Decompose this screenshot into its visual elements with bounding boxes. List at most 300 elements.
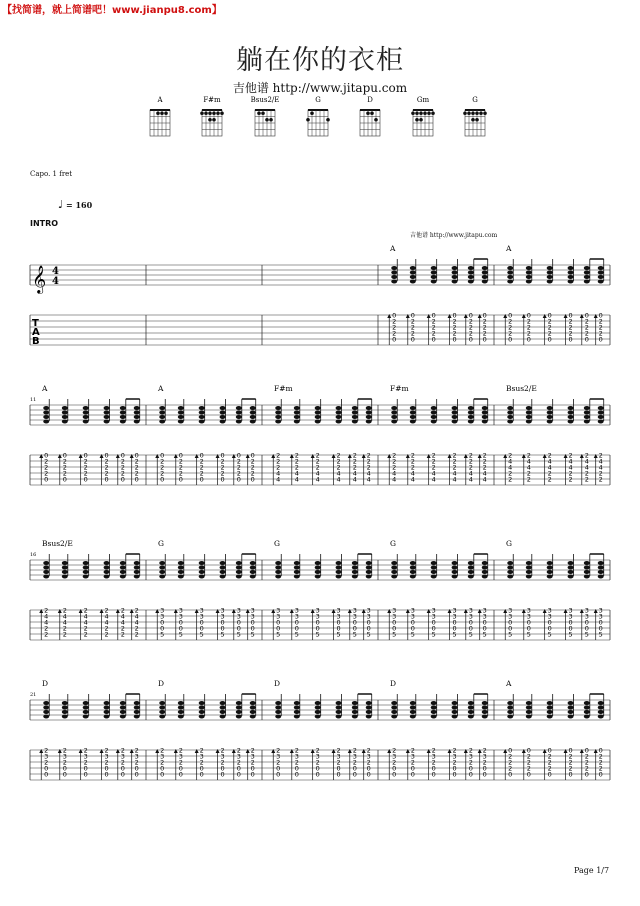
tab-fret-number: 3 [468,612,473,621]
notehead [236,575,242,579]
notehead [584,715,590,719]
tab-fret-number: 0 [62,451,67,460]
measure-chord-label: A [506,679,512,688]
tab-fret-number: 0 [452,624,457,633]
tab-fret-number: 0 [250,764,255,773]
tab-fret-number: 0 [104,770,109,779]
notehead [366,715,372,719]
notehead [507,561,513,565]
tab-fret-number: 2 [250,746,255,755]
notehead [250,411,256,415]
notehead [482,411,488,415]
notehead [83,406,89,410]
notehead [43,420,49,424]
tab-fret-number: 0 [178,618,183,627]
tab-fret-number: 2 [294,451,299,460]
notehead [134,415,140,419]
tab-fret-number: 2 [468,329,473,338]
notehead [83,566,89,570]
notehead [568,280,574,284]
notehead [159,411,165,415]
notehead [547,415,553,419]
notehead [526,575,532,579]
notehead [547,275,553,279]
strum-arrow-icon [216,609,220,613]
tab-fret-number: 2 [410,317,415,326]
notehead [410,710,416,714]
notehead [410,561,416,565]
tab-fret-number: 2 [134,606,139,615]
notehead [43,406,49,410]
notehead [62,701,68,705]
tab-fret-number: 2 [236,463,241,472]
notehead [526,271,532,275]
notehead [431,280,437,284]
tab-fret-number: 5 [220,630,225,639]
notehead [120,710,126,714]
tab-fret-number: 2 [598,323,603,332]
tab-fret-number: 5 [410,630,415,639]
notehead [452,561,458,565]
tab-fret-number: 5 [294,630,299,639]
tab-fret-number: 0 [160,618,165,627]
notehead [220,710,226,714]
tab-fret-number: 3 [315,752,320,761]
tab-fret-number: 0 [547,335,552,344]
tab-fret-number: 4 [568,463,573,472]
tab-fret-number: 4 [482,475,487,484]
notehead [598,715,604,719]
notehead [468,271,474,275]
tab-fret-number: 0 [276,770,281,779]
measure-chord-label: D [158,679,165,688]
tab-fret-number: 2 [568,451,573,460]
tab-fret-number: 0 [178,451,183,460]
tab-fret-number: 0 [250,451,255,460]
tab-fret-number: 0 [584,624,589,633]
notehead [178,715,184,719]
tab-fret-number: 0 [276,624,281,633]
notehead [568,710,574,714]
tab-fret-number: 2 [352,746,357,755]
tab-fret-number: 0 [220,764,225,773]
notehead [199,566,205,570]
tab-fret-number: 4 [584,463,589,472]
tab-fret-number: 2 [392,463,397,472]
notehead [159,701,165,705]
notehead [352,575,358,579]
strum-arrow-icon [246,749,250,753]
strum-arrow-icon [522,749,526,753]
tab-fret-number: 0 [584,618,589,627]
tab-fret-number: 2 [508,317,513,326]
notehead [547,406,553,410]
strum-arrow-icon [232,454,236,458]
tab-fret-number: 0 [178,770,183,779]
tab-fret-number: 2 [452,457,457,466]
tab-fret-number: 3 [352,612,357,621]
tab-fret-number: 2 [508,329,513,338]
notehead [431,566,437,570]
tab-fret-number: 0 [584,311,589,320]
tab-fret-number: 2 [392,317,397,326]
strum-arrow-icon [155,454,159,458]
notehead [452,420,458,424]
tab-fret-number: 2 [526,752,531,761]
notehead [410,420,416,424]
notehead [507,706,513,710]
notehead [431,420,437,424]
notehead [199,715,205,719]
tab-fret-number: 2 [83,630,88,639]
tab-fret-number: 2 [598,317,603,326]
tab-fret-number: 2 [547,329,552,338]
notehead [236,570,242,574]
tab-fret-number: 0 [352,618,357,627]
tab-fret-number: 2 [547,451,552,460]
tab-fret-number: 4 [276,469,281,478]
tab-fret-number: 2 [160,469,165,478]
tab-fret-number: 0 [83,764,88,773]
tab-fret-number: 0 [431,764,436,773]
tab-fret-number: 2 [250,469,255,478]
tab-fret-number: 0 [410,618,415,627]
notehead [104,715,110,719]
strum-arrow-icon [406,454,410,458]
tab-fret-number: 4 [508,457,513,466]
tab-fret-number: 0 [294,618,299,627]
tab-fret-number: 2 [294,463,299,472]
tab-fret-number: 3 [598,612,603,621]
tab-fret-number: 2 [352,451,357,460]
chord-diagram-name: D [367,96,373,104]
tab-fret-number: 0 [352,624,357,633]
notehead [568,415,574,419]
notehead [482,280,488,284]
tab-fret-number: 0 [508,311,513,320]
capo-text: Capo. 1 fret [30,170,73,178]
tab-fret-number: 3 [526,612,531,621]
tab-fret-number: 5 [236,630,241,639]
notehead [568,420,574,424]
strum-arrow-icon [116,454,120,458]
song-subtitle: 吉他谱 http://www.jitapu.com [232,81,408,95]
notehead [43,575,49,579]
notehead [220,420,226,424]
notehead [391,271,397,275]
tab-fret-number: 2 [547,475,552,484]
notehead [315,566,321,570]
tab-fret-number: 3 [366,752,371,761]
time-signature-bottom: 4 [52,276,59,287]
tab-fret-number: 3 [352,752,357,761]
tab-fret-number: 4 [468,469,473,478]
tab-fret-number: 2 [468,457,473,466]
notehead [468,420,474,424]
measure-chord-label: A [158,384,164,393]
tab-fret-number: 4 [62,612,67,621]
tab-fret-number: 2 [598,758,603,767]
notehead [336,575,342,579]
tab-fret-number: 2 [598,469,603,478]
tab-fret-number: 0 [104,451,109,460]
tab-fret-number: 2 [315,457,320,466]
tab-fret-number: 0 [526,746,531,755]
tab-fret-number: 2 [598,475,603,484]
notehead [468,280,474,284]
tab-fret-number: 2 [410,451,415,460]
tab-fret-number: 0 [508,770,513,779]
tab-fret-number: 2 [508,475,513,484]
tab-fret-number: 4 [482,469,487,478]
notehead [236,710,242,714]
notehead [134,575,140,579]
notehead [482,566,488,570]
tab-fret-number: 2 [452,463,457,472]
notehead [294,561,300,565]
notehead [315,701,321,705]
notehead [431,701,437,705]
tab-fret-number: 4 [584,457,589,466]
tab-fret-number: 2 [584,758,589,767]
measure-number: 21 [30,692,37,698]
tab-fret-number: 2 [250,463,255,472]
tab-fret-number: 0 [598,618,603,627]
notehead [250,561,256,565]
tab-fret-number: 3 [44,752,49,761]
notehead [199,701,205,705]
tab-fret-number: 0 [547,746,552,755]
tab-fret-number: 4 [526,457,531,466]
tab-fret-number: 0 [598,311,603,320]
strum-arrow-icon [130,609,134,613]
tab-fret-number: 2 [584,475,589,484]
tab-fret-number: 2 [104,469,109,478]
tab-fret-number: 3 [431,752,436,761]
tab-fret-number: 3 [392,752,397,761]
notehead [391,406,397,410]
tab-fret-number: 2 [62,463,67,472]
notehead [120,561,126,565]
strum-arrow-icon [448,314,452,318]
strum-arrow-icon [348,749,352,753]
tab-fret-number: 2 [250,457,255,466]
tab-fret-number: 0 [44,451,49,460]
notehead [220,575,226,579]
notehead [250,406,256,410]
tab-fret-number: 0 [134,770,139,779]
tab-fret-number: 0 [220,451,225,460]
notehead [547,706,553,710]
treble-clef-icon: 𝄞 [32,265,47,293]
tab-fret-number: 2 [120,457,125,466]
notehead [336,561,342,565]
notehead [120,566,126,570]
notehead [526,406,532,410]
tab-fret-number: 0 [452,335,457,344]
tab-fret-number: 2 [584,469,589,478]
tab-fret-number: 2 [584,451,589,460]
tab-fret-number: 0 [410,311,415,320]
tab-fret-number: 3 [547,606,552,615]
tab-fret-number: 3 [160,612,165,621]
tab-fret-number: 2 [431,329,436,338]
tab-fret-number: 0 [468,311,473,320]
notehead [275,715,281,719]
notehead [468,561,474,565]
strum-arrow-icon [503,749,507,753]
tab-fret-number: 0 [120,475,125,484]
notehead [366,701,372,705]
chord-diagram-name: A [157,96,163,104]
tab-fret-number: 0 [220,618,225,627]
notehead [352,420,358,424]
strum-arrow-icon [362,454,366,458]
tab-fret-number: 2 [236,457,241,466]
tab-fret-number: 3 [134,752,139,761]
notehead [104,420,110,424]
notehead [199,561,205,565]
tab-fret-number: 2 [294,758,299,767]
tab-fret-number: 2 [276,758,281,767]
tab-fret-number: 0 [468,618,473,627]
tab-fret-number: 3 [250,606,255,615]
tab-fret-number: 2 [134,630,139,639]
notehead [315,706,321,710]
notehead [104,561,110,565]
notehead [199,706,205,710]
strum-arrow-icon [271,609,275,613]
strum-arrow-icon [387,314,391,318]
tab-fret-number: 3 [482,606,487,615]
tab-fret-number: 2 [336,746,341,755]
tab-fret-number: 0 [598,624,603,633]
tab-fret-number: 4 [315,475,320,484]
strum-arrow-icon [464,454,468,458]
tab-fret-number: 2 [468,317,473,326]
tab-fret-number: 0 [250,624,255,633]
notehead [547,266,553,270]
tab-fret-number: 2 [452,451,457,460]
tab-clef-letter: B [32,336,40,347]
notehead [199,406,205,410]
staff-watermark: 吉他谱 http://www.jitapu.com [410,232,498,239]
tab-fret-number: 3 [352,606,357,615]
notehead [584,710,590,714]
tab-fret-number: 2 [431,317,436,326]
staff-system [30,539,610,640]
notehead [584,420,590,424]
notehead [294,706,300,710]
tab-fret-number: 2 [104,624,109,633]
tab-fret-number: 4 [392,475,397,484]
strum-arrow-icon [195,454,199,458]
tab-fret-number: 2 [134,624,139,633]
tab-fret-number: 2 [352,457,357,466]
tab-fret-number: 0 [410,770,415,779]
notehead [104,415,110,419]
tab-fret-number: 0 [236,618,241,627]
notehead [410,406,416,410]
measure-number: 16 [30,552,37,558]
notehead [452,280,458,284]
tab-fret-number: 3 [294,752,299,761]
tab-fret-number: 2 [547,764,552,773]
tab-fret-number: 2 [392,323,397,332]
tab-fret-number: 0 [160,764,165,773]
tab-fret-number: 5 [366,630,371,639]
notehead [178,701,184,705]
notehead [220,411,226,415]
tab-fret-number: 2 [392,329,397,338]
tab-fret-number: 2 [160,457,165,466]
tab-fret-number: 0 [199,764,204,773]
tab-fret-number: 0 [199,451,204,460]
strum-arrow-icon [216,749,220,753]
notehead [134,561,140,565]
strum-arrow-icon [174,454,178,458]
strum-arrow-icon [594,454,598,458]
site-banner[interactable]: 【找简谱，就上简谱吧！www.jianpu8.com】 [2,5,222,16]
tab-fret-number: 3 [276,612,281,621]
notehead [220,406,226,410]
tab-fret-number: 3 [236,606,241,615]
notehead [452,706,458,710]
notehead [178,561,184,565]
notehead [104,566,110,570]
tab-fret-number: 0 [482,618,487,627]
notehead [83,561,89,565]
notehead [336,710,342,714]
tab-fret-number: 2 [547,317,552,326]
strum-arrow-icon [543,314,547,318]
tab-fret-number: 3 [410,612,415,621]
notehead [294,710,300,714]
tab-fret-number: 3 [160,752,165,761]
tab-fret-number: 2 [366,746,371,755]
notehead [250,570,256,574]
tab-fret-number: 2 [584,752,589,761]
tab-fret-number: 4 [352,469,357,478]
tab-fret-number: 2 [134,746,139,755]
tab-fret-number: 0 [336,624,341,633]
notehead [134,706,140,710]
tab-fret-number: 3 [160,606,165,615]
tab-fret-number: 4 [452,475,457,484]
notehead [482,706,488,710]
notehead [598,575,604,579]
notehead [507,266,513,270]
tab-fret-number: 0 [120,764,125,773]
notehead [391,266,397,270]
notehead [352,566,358,570]
tab-fret-number: 2 [568,317,573,326]
tab-fret-number: 2 [526,758,531,767]
tab-fret-number: 3 [410,606,415,615]
tab-fret-number: 0 [482,624,487,633]
tab-fret-number: 3 [199,612,204,621]
tab-fret-number: 2 [468,758,473,767]
notehead [507,271,513,275]
strum-arrow-icon [448,454,452,458]
tab-fret-number: 4 [508,463,513,472]
notehead [199,411,205,415]
tab-fret-number: 0 [315,764,320,773]
strum-arrow-icon [464,314,468,318]
notehead [120,706,126,710]
notehead [507,701,513,705]
notehead [250,566,256,570]
